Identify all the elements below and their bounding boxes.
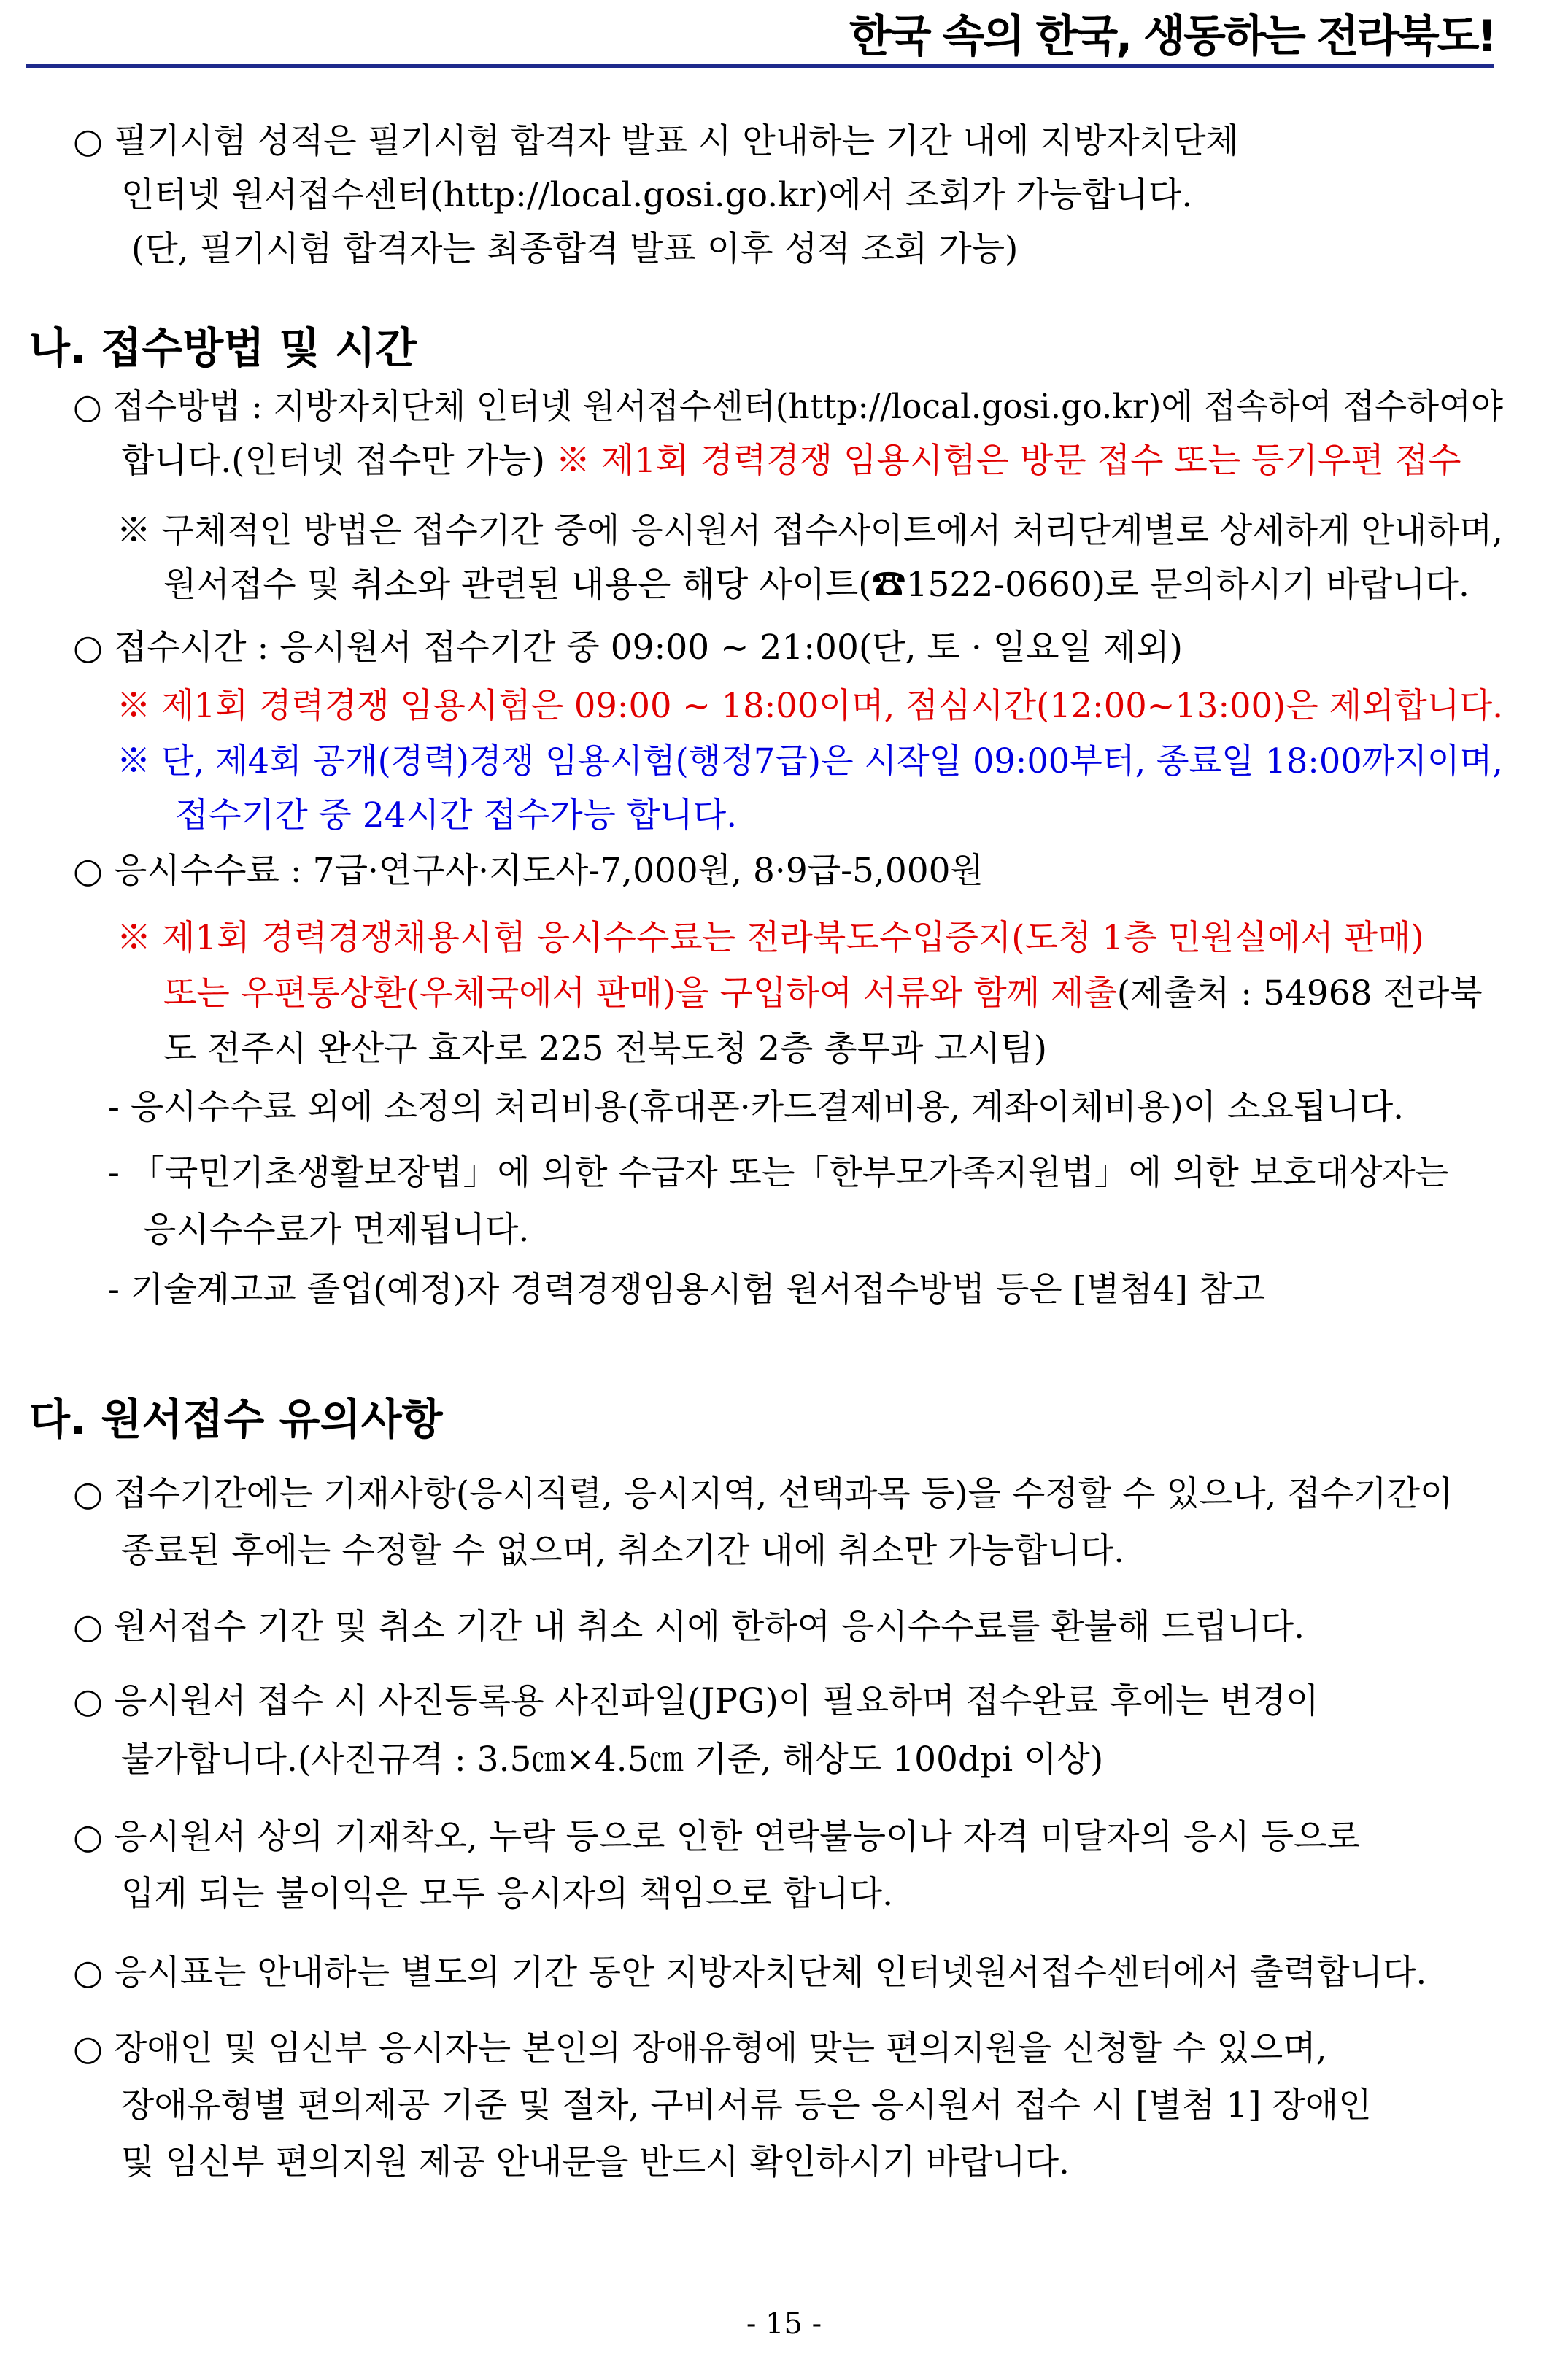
text-line: 불가합니다.(사진규격 : 3.5㎝×4.5㎝ 기준, 해상도 100dpi 이상) [121,1740,1104,1780]
text-line: ○ 응시원서 접수 시 사진등록용 사진파일(JPG)이 필요하며 접수완료 후에는 변경이 [73,1681,1319,1721]
blue-note: 접수기간 중 24시간 접수가능 합니다. [175,795,738,835]
red-note: 또는 우편통상환(우체국에서 판매)을 구입하여 서류와 함께 제출 [163,973,1117,1014]
text-line: 도 전주시 완산구 효자로 225 전북도청 2층 총무과 고시팀) [163,1029,1047,1069]
section-heading-na: 나. 접수방법 및 시간 [29,323,417,373]
text-line: (단, 필기시험 합격자는 최종합격 발표 이후 성적 조회 가능) [131,229,1019,269]
text-line: 인터넷 원서접수센터(http://local.gosi.go.kr)에서 조회가 가능합니다. [121,175,1193,215]
text-line: - 응시수수료 외에 소정의 처리비용(휴대폰·카드결제비용, 계좌이체비용)이 소요됩니다. [108,1087,1405,1127]
text-line: - 「국민기초생활보장법」에 의한 수급자 또는「한부모가족지원법」에 의한 보호대상자는 [108,1153,1449,1193]
text-line: ○ 원서접수 기간 및 취소 기간 내 취소 시에 한하여 응시수수료를 환불해 드립니다. [73,1607,1305,1647]
section-heading-da: 다. 원서접수 유의사항 [29,1394,443,1444]
text-line: ○ 장애인 및 임신부 응시자는 본인의 장애유형에 맞는 편의지원을 신청할 수 있으며, [73,2028,1327,2069]
page-number: - 15 - [746,2307,822,2341]
text-line: 종료된 후에는 수정할 수 없으며, 취소기간 내에 취소만 가능합니다. [121,1531,1125,1571]
text-line: 입게 되는 불이익은 모두 응시자의 책임으로 합니다. [121,1874,894,1914]
text-line: ○ 필기시험 성적은 필기시험 합격자 발표 시 안내하는 기간 내에 지방자치단체 [73,121,1239,161]
text-line: - 기술계고교 졸업(예정)자 경력경쟁임용시험 원서접수방법 등은 [별첨4] 참고 [108,1270,1265,1310]
header-rule [26,64,1494,68]
text-line: ○ 접수방법 : 지방자치단체 인터넷 원서접수센터(http://local.gosi.go.kr)에 접속하여 접수하여야 [73,387,1503,427]
text-line: 합니다.(인터넷 접수만 가능) ※ 제1회 경력경쟁 임용시험은 방문 접수 또는 등기우편 접수 [121,441,1461,481]
text-line: ○ 응시수수료 : 7급·연구사·지도사-7,000원, 8·9급-5,000원 [73,851,984,891]
blue-note: ※ 단, 제4회 공개(경력)경쟁 임용시험(행정7급)은 시작일 09:00부터, 종료일 18:00까지이며, [117,741,1503,781]
text-line: ○ 응시표는 안내하는 별도의 기간 동안 지방자치단체 인터넷원서접수센터에서 출력합니다. [73,1953,1427,1993]
header-title: 한국 속의 한국, 생동하는 전라북도! [849,11,1495,62]
text-line: 장애유형별 편의제공 기준 및 절차, 구비서류 등은 응시원서 접수 시 [별첨 1] 장애인 [121,2085,1372,2126]
text-line: 응시수수료가 면제됩니다. [143,1210,530,1250]
text-line: 원서접수 및 취소와 관련된 내용은 해당 사이트(☎1522-0660)로 문의하시기 바랍니다. [163,565,1469,605]
red-note: ※ 제1회 경력경쟁채용시험 응시수수료는 전라북도수입증지(도청 1층 민원실에서 판매) [117,918,1424,958]
red-note: ※ 제1회 경력경쟁 임용시험은 방문 접수 또는 등기우편 접수 [555,441,1461,481]
text-line: ○ 응시원서 상의 기재착오, 누락 등으로 인한 연락불능이나 자격 미달자의 응시 등으로 [73,1817,1360,1857]
text-line: ○ 접수시간 : 응시원서 접수기간 중 09:00 ~ 21:00(단, 토 · 일요일 제외) [73,628,1183,668]
red-note: ※ 제1회 경력경쟁 임용시험은 09:00 ~ 18:00이며, 점심시간(12:00~13:00)은 제외합니다. [117,686,1504,726]
text-line: 및 임신부 편의지원 제공 안내문을 반드시 확인하시기 바랍니다. [121,2142,1070,2182]
text-line: ○ 접수기간에는 기재사항(응시직렬, 응시지역, 선택과목 등)을 수정할 수 있으나, 접수기간이 [73,1474,1453,1514]
text-line: 또는 우편통상환(우체국에서 판매)을 구입하여 서류와 함께 제출(제출처 : 54968 전라북 [163,973,1483,1014]
text-line: ※ 구체적인 방법은 접수기간 중에 응시원서 접수사이트에서 처리단계별로 상세하게 안내하며, [117,511,1503,551]
